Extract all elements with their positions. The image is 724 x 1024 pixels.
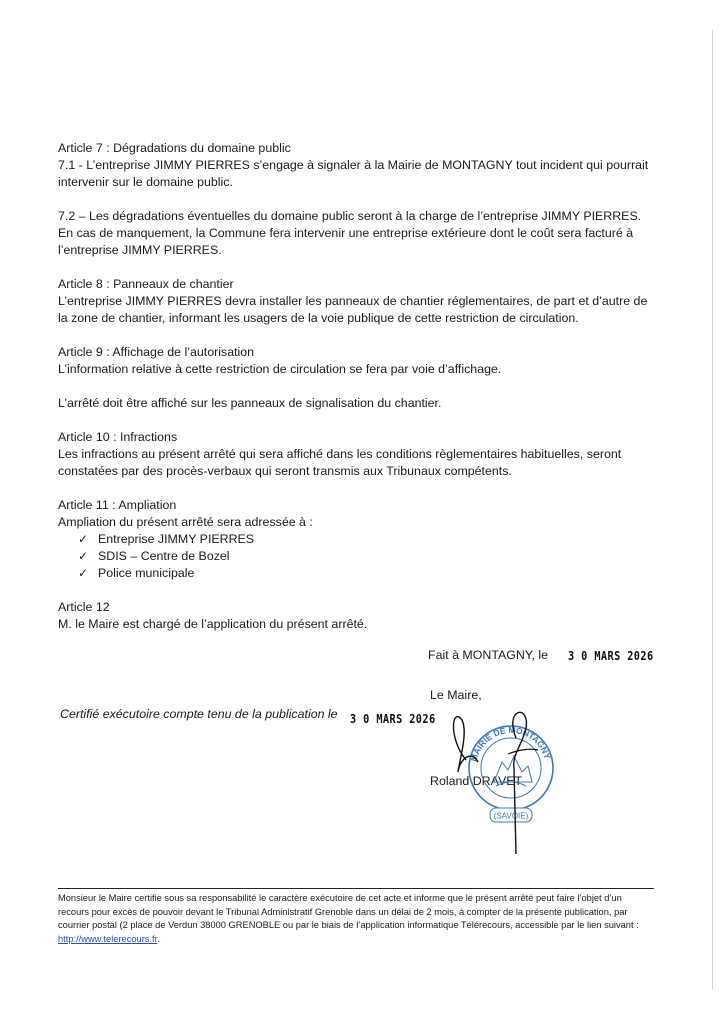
article-7-text: 7.1 - L’entreprise JIMMY PIERRES s’engage à signaler à la Mairie de MONTAGNY tout incident qui pourrait (58, 158, 649, 172)
checkmark-icon: ✓ (78, 532, 89, 546)
seal-top-text: MAIRIE DE MONTAGNY (468, 724, 553, 763)
legal-footer (58, 888, 654, 946)
certification-text: Certifié exécutoire compte tenu de la publication le (60, 707, 338, 721)
telerecours-link[interactable]: http://www.telerecours.fr (58, 933, 158, 944)
article-7-title: Article 7 : Dégradations du domaine public (58, 141, 291, 155)
footer-text: Monsieur le Maire certifie sous sa responsabilité le caractère exécutoire de cet acte et informe que le présent arrêté peut faire l’objet d’un (58, 893, 622, 903)
footer-period: . (157, 933, 160, 944)
article-8-text: la zone de chantier, informant les usagers de la voie publique de cette restriction de circulation. (58, 311, 579, 325)
article-8-text: L’entreprise JIMMY PIERRES devra installer les panneaux de chantier réglementaires, de part et d’autre de (58, 294, 648, 308)
checkmark-icon: ✓ (78, 549, 89, 563)
article-10-title: Article 10 : Infractions (58, 430, 178, 444)
article-9-text: L’arrêté doit être affiché sur les panneaux de signalisation du chantier. (58, 396, 442, 410)
stamp-date: 3 0 MARS 2026 (568, 648, 654, 663)
article-9-text: L’information relative à cette restriction de circulation se fera par voie d’affichage. (58, 362, 502, 376)
list-item: ✓ Entreprise JIMMY PIERRES (78, 532, 255, 546)
mayor-name: Roland DRAVET (430, 774, 523, 788)
article-11-text: Ampliation du présent arrêté sera adressée à : (58, 515, 313, 529)
le-maire-text: Le Maire, (430, 688, 482, 702)
fait-a-text: Fait à MONTAGNY, le (428, 648, 549, 662)
document-body (58, 140, 658, 633)
article-7-text: En cas de manquement, la Commune fera intervenir une entreprise extérieure dont le coût sera facturé à (58, 226, 634, 240)
footer-text: recours pour excès de pouvoir devant le Tribunal Administratif Grenoble dans un délai de 2 mois, à compter de la présente publication, par (58, 906, 628, 917)
page-edge-line (712, 30, 713, 990)
checkmark-icon: ✓ (78, 566, 89, 580)
article-7-text: l’entreprise JIMMY PIERRES. (58, 243, 222, 257)
article-10-text: Les infractions au présent arrêté qui sera affiché dans les conditions règlementaires habituelles, seront (58, 447, 622, 461)
article-10-text: constatées par des procès-verbaux qui seront transmis aux Tribunaux compétents. (58, 464, 512, 478)
certification-stamp-date: 3 0 MARS 2026 (350, 711, 436, 726)
list-item: ✓ SDIS – Centre de Bozel (78, 549, 230, 563)
list-item: ✓ Police municipale (78, 566, 195, 580)
article-7-text: 7.2 – Les dégradations éventuelles du domaine public seront à la charge de l’entreprise JIMMY PIERRES. (58, 209, 642, 223)
article-11-title: Article 11 : Ampliation (58, 498, 177, 512)
article-7-text: intervenir sur le domaine public. (58, 175, 233, 189)
seal-bottom-text: (SAVOIE) (493, 811, 529, 821)
article-9-title: Article 9 : Affichage de l’autorisation (58, 345, 255, 359)
article-12-title: Article 12 (58, 600, 110, 614)
article-12-text: M. le Maire est chargé de l’application du présent arrêté. (58, 617, 368, 631)
article-8-title: Article 8 : Panneaux de chantier (58, 277, 234, 291)
ampliation-list (58, 531, 658, 582)
mayor-signature (438, 698, 558, 858)
footer-text: courrier postal (2 place de Verdun 38000 GRENOBLE ou par le biais de l’application informatique Télérecours, accessible par le lien suivant : (58, 920, 639, 930)
